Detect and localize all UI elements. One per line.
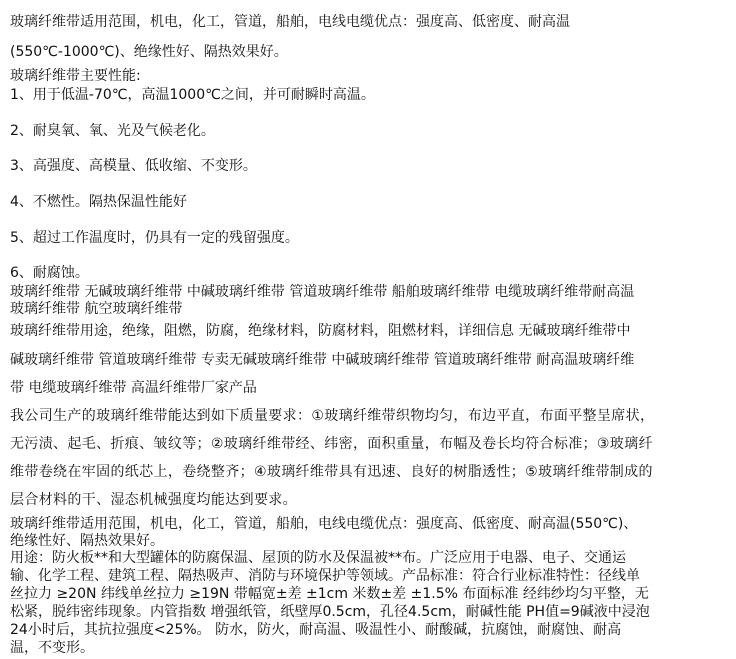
spec-line-6: 温，不变形。 (10, 640, 94, 656)
performance-item-5: 5、超过工作温度时，仍具有一定的残留强度。 (10, 230, 299, 246)
spec-line-3: 丝拉力 ≥20N 纬线单丝拉力 ≥19N 带幅宽±差 ±1cm 米数±差 ±1.5% 布面标准 经纬纱均匀平整，无 (10, 586, 649, 602)
usage-line-3: 带 电缆玻璃纤维带 高温纤维带厂家产品 (10, 380, 257, 396)
scope-line-1: 玻璃纤维带适用范围，机电，化工，管道，船舶，电线电缆优点：强度高、低密度、耐高温(550℃)、 (10, 516, 638, 532)
quality-line-3: 维带卷绕在牢固的纸芯上，卷绕整齐；④玻璃纤维带具有迅速、良好的树脂透性；⑤玻璃纤维带制成的 (10, 464, 653, 480)
performance-heading: 玻璃纤维带主要性能: (10, 68, 141, 84)
performance-item-6: 6、耐腐蚀。 (10, 265, 89, 281)
intro-line-2: (550℃-1000℃)、绝缘性好、隔热效果好。 (10, 44, 288, 60)
performance-item-1: 1、用于低温-70℃，高温1000℃之间，并可耐瞬时高温。 (10, 87, 375, 103)
performance-item-4: 4、不燃性。隔热保温性能好 (10, 194, 187, 210)
performance-item-2: 2、耐臭氧、氧、光及气候老化。 (10, 123, 215, 139)
performance-item-3: 3、高强度、高模量、低收缩、不变形。 (10, 158, 257, 174)
tags-line-1: 玻璃纤维带 无碱玻璃纤维带 中碱玻璃纤维带 管道玻璃纤维带 船舶玻璃纤维带 电缆玻璃纤维带耐高温 (10, 284, 635, 300)
intro-line-1: 玻璃纤维带适用范围，机电，化工，管道，船舶，电线电缆优点：强度高、低密度、耐高温 (10, 14, 570, 30)
tags-line-2: 玻璃纤维带 航空玻璃纤维带 (10, 301, 183, 317)
quality-line-1: 我公司生产的玻璃纤维带能达到如下质量要求：①玻璃纤维带织物均匀，布边平直，布面平整呈席状， (10, 408, 655, 424)
spec-line-1: 用途：防火板**和大型罐体的防腐保温、屋顶的防水及保温被**布。广泛应用于电器、电子、交通运 (10, 550, 626, 566)
spec-line-2: 输、化学工程、建筑工程、隔热吸声、消防与环境保护等领域。产品标准：符合行业标准特性：径线单 (10, 568, 640, 584)
scope-line-2: 绝缘性好、隔热效果好。 (10, 533, 164, 549)
spec-line-5: 24小时后，其抗拉强度<25%。 防水，防火，耐高温、吸温性小、耐酸碱，抗腐蚀，耐腐蚀、耐高 (10, 622, 622, 638)
spec-line-4: 松紧，脱纬密纬现象。内管指数 增强纸管，纸壁厚0.5cm，孔径4.5cm，耐碱性能 PH值=9碱液中浸泡 (10, 604, 650, 620)
quality-line-4: 层合材料的干、湿态机械强度均能达到要求。 (10, 492, 297, 508)
quality-line-2: 无污渍、起毛、折痕、皱纹等；②玻璃纤维带经、纬密，面积重量，布幅及卷长均符合标准；③玻璃纤 (10, 436, 653, 452)
usage-line-1: 玻璃纤维带用途，绝缘，阻燃，防腐，绝缘材料，防腐材料，阻燃材料，详细信息 无碱玻璃纤维带中 (10, 323, 631, 339)
usage-line-2: 碱玻璃纤维带 管道玻璃纤维带 专卖无碱玻璃纤维带 中碱玻璃纤维带 管道玻璃纤维带 耐高温玻璃纤维 (10, 352, 635, 368)
